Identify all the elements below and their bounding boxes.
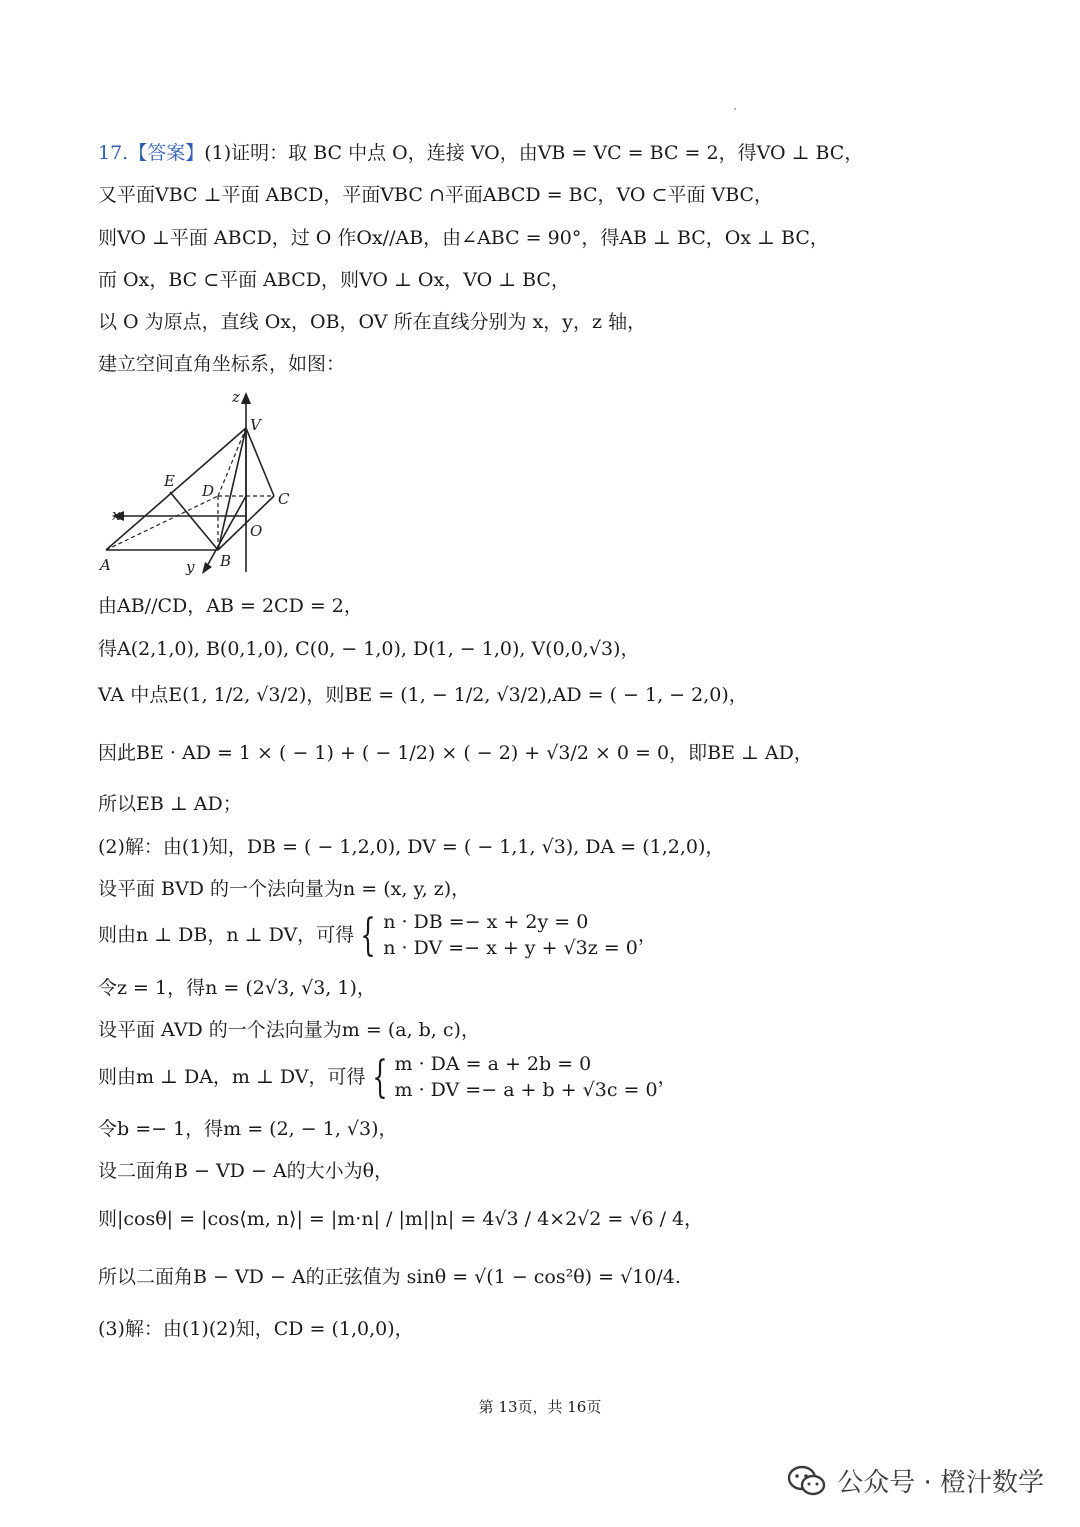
watermark-text: 公众号 · 橙汁数学	[837, 1468, 1044, 1498]
l10-prefix: 因此	[98, 742, 137, 764]
label-B: B	[220, 552, 232, 570]
line-11: 所以EB ⊥ AD；	[98, 793, 242, 815]
line-20: 则|cosθ| = |cos⟨m, n⟩| = |m·n| / |m||n| = 4√3 / 4×2√2 = √6 / 4，	[98, 1208, 704, 1230]
l17-row1: m · DA = a + 2b = 0	[394, 1053, 592, 1075]
line-8: 得A(2,1,0), B(0,1,0), C(0, − 1,0), D(1, − 1,0), V(0,0,√3)，	[98, 638, 640, 660]
label-z: z	[232, 388, 240, 406]
l14-row2: n · DV =− x + y + √3z = 0	[383, 936, 638, 959]
l9-E: E(1, 1/2, √3/2)	[168, 684, 307, 706]
line-10: 因此BE · AD = 1 × ( − 1) + ( − 1/2) × ( − 2) + √3/2 × 0 = 0，即BE ⊥ AD，	[98, 742, 813, 764]
line-2: 又平面VBC ⊥平面 ABCD，平面VBC ∩平面ABCD = BC，VO ⊂平面 VBC，	[98, 184, 774, 206]
answer-tag: 【答案】	[128, 142, 205, 164]
line-17: 则由m ⊥ DA，m ⊥ DV，可得 { m · DA = a + 2b = 0 m · DV =− a + b + √3c = 0 ，	[98, 1051, 677, 1103]
l20-f2: 4√3 / 4×2√2	[482, 1208, 602, 1230]
l10-expr: BE · AD = 1 × ( − 1) + ( − 1/2) × ( − 2) + √3/2 × 0 = 0	[136, 742, 670, 764]
label-y: y	[186, 558, 195, 576]
l9-AD: AD = ( − 1, − 2,0)	[552, 684, 729, 706]
line-22: (3)解：由(1)(2)知，CD = (1,0,0)，	[98, 1318, 414, 1340]
label-C: C	[278, 490, 290, 508]
wechat-icon	[787, 1465, 827, 1497]
l9-prefix: VA 中点	[98, 684, 169, 706]
speck	[734, 108, 736, 110]
line-15: 令z = 1，得n = (2√3, √3, 1)，	[98, 977, 376, 999]
page-footer: 第 13页，共 16页	[478, 1398, 602, 1416]
line-9: VA 中点E(1, 1/2, √3/2)，则BE = (1, − 1/2, √3/2),AD = ( − 1, − 2,0)，	[98, 684, 748, 706]
line-6: 建立空间直角坐标系，如图：	[98, 353, 346, 375]
l20-f3: √6 / 4	[629, 1208, 685, 1230]
line-1	[98, 142, 863, 165]
line-16: 设平面 AVD 的一个法向量为m = (a, b, c)，	[98, 1019, 480, 1041]
watermark	[787, 1462, 1044, 1499]
l17-row2: m · DV =− a + b + √3c = 0	[394, 1078, 658, 1101]
l12-prefix: (2)解：由(1)知，	[98, 836, 247, 858]
line-14: 则由n ⊥ DB，n ⊥ DV，可得 { n · DB =− x + 2y = 0 n · DV =− x + y + √3z = 0 ，	[98, 909, 657, 961]
line-12: (2)解：由(1)知，DB = ( − 1,2,0), DV = ( − 1,1, √3), DA = (1,2,0)，	[98, 836, 725, 858]
text-l1: (1)证明：取 BC 中点 O，连接 VO，由VB = VC = BC = 2，得VO ⊥ BC，	[204, 142, 864, 164]
l14-prefix: 则由n ⊥ DB，n ⊥ DV，可得	[98, 924, 355, 947]
l14-row1: n · DB =− x + 2y = 0	[383, 911, 589, 933]
line-21: 所以二面角B − VD − A的正弦值为 sinθ = √(1 − cos²θ) = √10/4.	[98, 1266, 681, 1288]
label-x: x	[112, 506, 121, 524]
line-3: 则VO ⊥平面 ABCD，过 O 作Ox//AB，由∠ABC = 90°，得AB ⊥ BC，Ox ⊥ BC，	[98, 227, 829, 249]
problem-number: 17.	[98, 142, 129, 164]
line-5: 以 O 为原点，直线 Ox，OB，OV 所在直线分别为 x，y，z 轴，	[98, 311, 647, 333]
l10-suffix: 即BE ⊥ AD	[688, 742, 794, 764]
l9-BE: BE = (1, − 1/2, √3/2)	[344, 684, 547, 706]
line-19: 设二面角B − VD − A的大小为θ，	[98, 1160, 394, 1182]
label-O: O	[250, 522, 263, 540]
l9-mid: ，则	[306, 684, 345, 706]
coordinate-figure	[98, 386, 298, 582]
l12-expr: DB = ( − 1,2,0), DV = ( − 1,1, √3), DA = (1,2,0)	[246, 836, 706, 858]
line-13: 设平面 BVD 的一个法向量为n = (x, y, z)，	[98, 878, 471, 900]
label-E: E	[164, 472, 175, 490]
line-4: 而 Ox，BC ⊂平面 ABCD，则VO ⊥ Ox，VO ⊥ BC，	[98, 269, 570, 291]
line-7: 由AB//CD，AB = 2CD = 2，	[98, 595, 363, 617]
label-A: A	[100, 556, 111, 574]
line-18: 令b =− 1，得m = (2, − 1, √3)，	[98, 1118, 398, 1140]
l17-prefix: 则由m ⊥ DA，m ⊥ DV，可得	[98, 1066, 366, 1089]
l20-prefix: 则|cosθ| = |cos⟨m, n⟩| =	[98, 1208, 325, 1230]
l14-system: { n · DB =− x + 2y = 0 n · DV =− x + y + √3z = 0	[360, 909, 638, 961]
l20-f1: |m·n| / |m||n|	[330, 1208, 455, 1230]
label-V: V	[250, 416, 261, 434]
l17-system: { m · DA = a + 2b = 0 m · DV =− a + b + √3c = 0	[371, 1051, 658, 1103]
label-D: D	[202, 482, 215, 500]
